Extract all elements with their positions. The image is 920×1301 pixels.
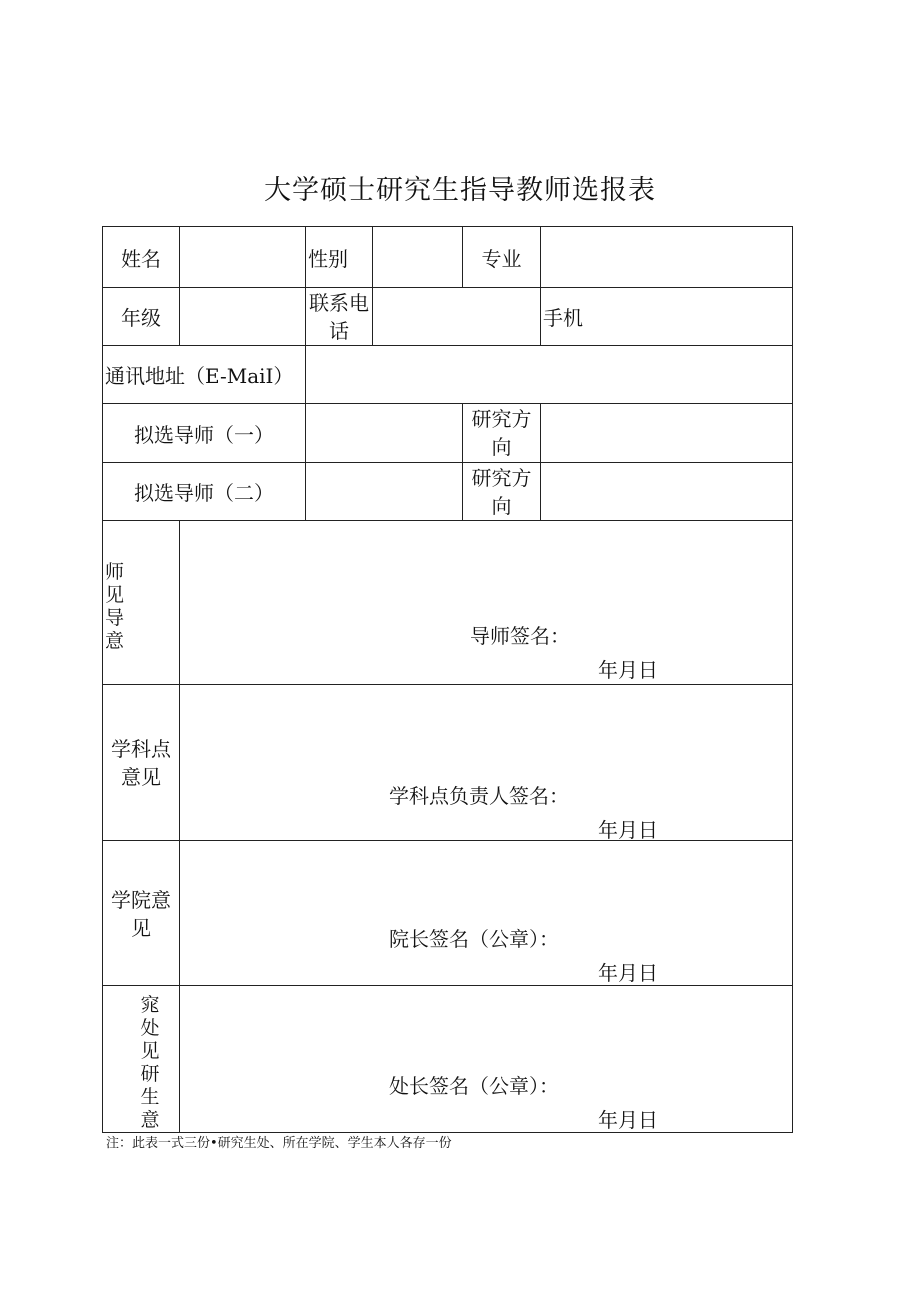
discipline-opinion-field[interactable] (180, 685, 793, 841)
direction2-label: 研究方向 (463, 463, 541, 521)
discipline-signature-label: 学科点负责人签名： (389, 784, 569, 808)
page-title: 大学硕士研究生指导教师选报表 (264, 175, 656, 206)
office-opinion-label: 窕 处 见 研 生 意 (103, 986, 180, 1133)
advisor1-field[interactable] (306, 404, 463, 463)
advisor-signature-label: 导师签名： (470, 624, 570, 648)
grade-label: 年级 (103, 288, 180, 346)
gender-label: 性别 (306, 227, 373, 288)
college-date-label: 年月日 (598, 961, 658, 985)
advisor2-label: 拟选导师（二） (103, 463, 306, 521)
discipline-opinion-label: 学科点 意见 (103, 685, 180, 841)
advisor-opinion-field[interactable] (180, 521, 793, 685)
grade-field[interactable] (180, 288, 306, 346)
direction1-label: 研究方向 (463, 404, 541, 463)
phone-label: 联系电话 (306, 288, 373, 346)
phone-field[interactable] (373, 288, 541, 346)
mobile-label: 手机 (541, 288, 793, 346)
major-field[interactable] (541, 227, 793, 288)
direction1-field[interactable] (541, 404, 793, 463)
advisor-date-label: 年月日 (598, 658, 658, 682)
office-opinion-field[interactable] (180, 986, 793, 1133)
footnote: 注：此表一式三份•研究生处、所在学院、学生本人各存一份 (106, 1136, 452, 1151)
name-label: 姓名 (103, 227, 180, 288)
advisor1-label: 拟选导师（一） (103, 404, 306, 463)
discipline-date-label: 年月日 (598, 818, 658, 842)
college-opinion-field[interactable] (180, 841, 793, 986)
major-label: 专业 (463, 227, 541, 288)
direction2-field[interactable] (541, 463, 793, 521)
application-form-table (102, 226, 793, 1133)
address-label: 通讯地址（E-MaiI） (103, 346, 306, 404)
advisor-opinion-label: 师 见 导 意 (103, 521, 180, 685)
address-field[interactable] (306, 346, 793, 404)
advisor2-field[interactable] (306, 463, 463, 521)
office-date-label: 年月日 (598, 1108, 658, 1132)
office-signature-label: 处长签名（公章）： (389, 1074, 559, 1098)
college-signature-label: 院长签名（公章）： (389, 927, 559, 951)
gender-field[interactable] (373, 227, 463, 288)
college-opinion-label: 学院意 见 (103, 841, 180, 986)
name-field[interactable] (180, 227, 306, 288)
